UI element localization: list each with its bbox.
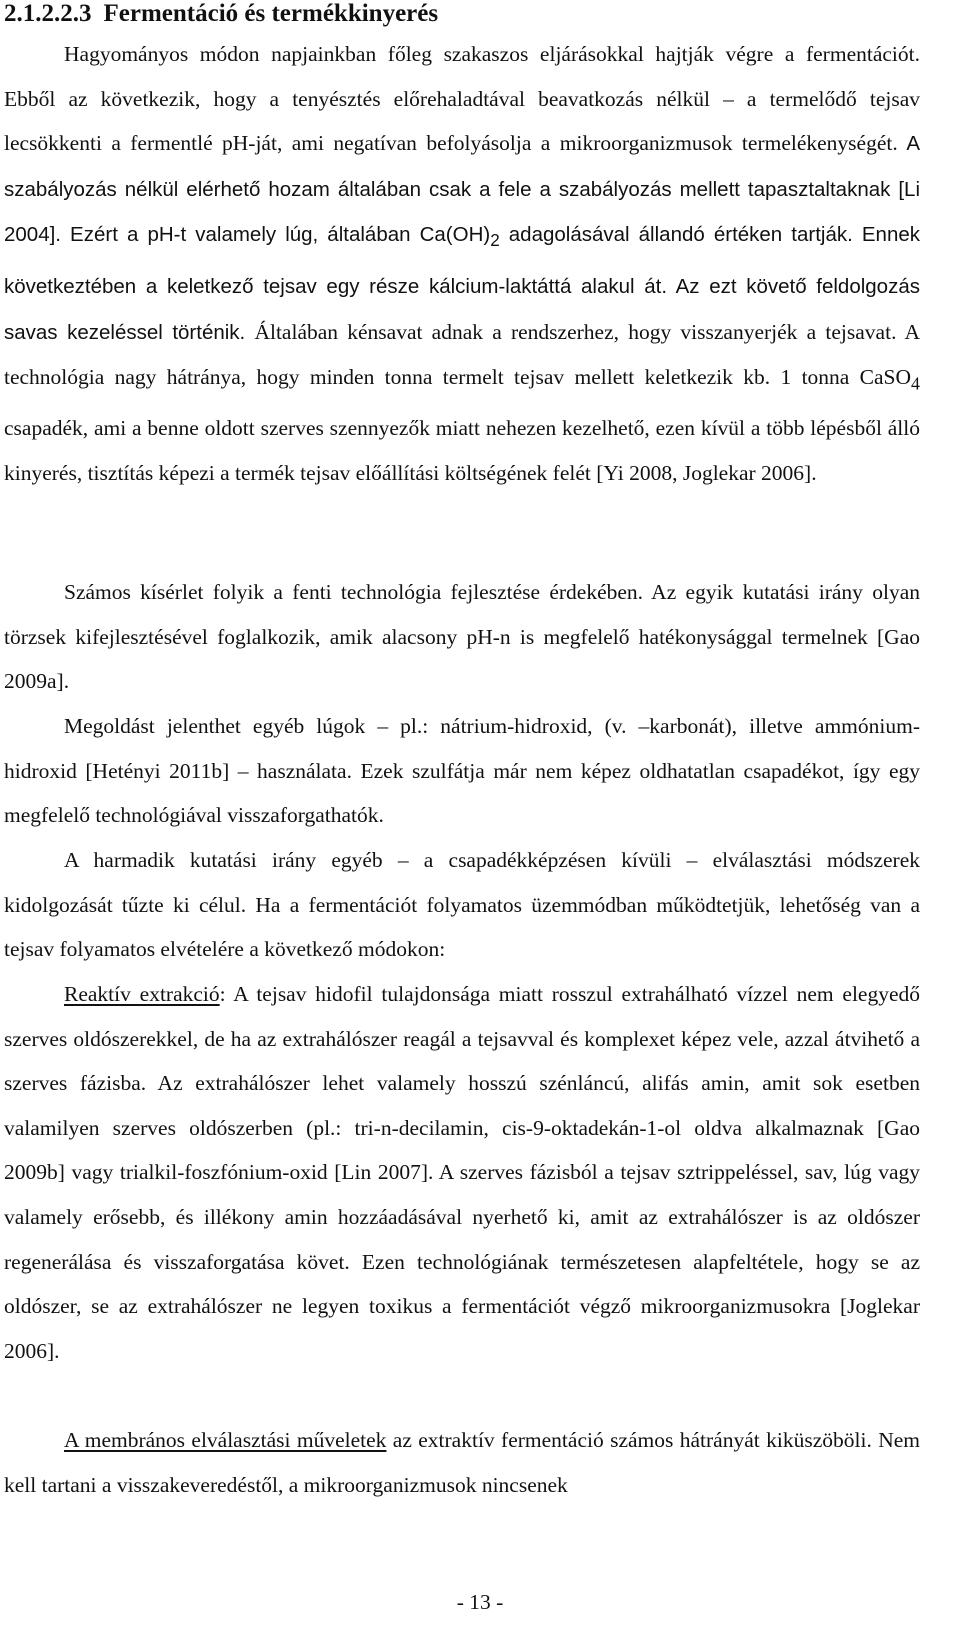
paragraph-5 — [4, 972, 920, 1373]
paragraph-1-text-c: Általában kénsavat adnak a rendszerhez, hogy visszanyerjék a tejsavat. A technológia nagy hátránya, hogy minden tonna termelt tejsav mellett keletkezik kb. 1 tonna CaSO — [4, 319, 920, 390]
section-title: Fermentáció és termékkinyerés — [103, 0, 439, 27]
paragraph-4-text: A harmadik kutatási irány egyéb – a csapadékképzésen kívüli – elválasztási módszerek kidolgozását tűzte ki célul. Ha a fermentációt folyamatos üzemmódban működtetjük, lehetőség van a tejsav folyamatos elvételére a következő módokon: — [4, 848, 920, 962]
page-number: - 13 - — [456, 1590, 504, 1614]
paragraph-2-text: Számos kísérlet folyik a fenti technológia fejlesztése érdekében. Az egyik kutatási irány olyan törzsek kifejlesztésével foglalkozik, amik alacsony pH-n is megfelelő hatékonysággal termelnek [Gao 2009a]. — [4, 580, 920, 694]
section-heading — [4, 0, 438, 36]
paragraph-1 — [4, 32, 920, 495]
paragraph-3 — [4, 704, 920, 838]
paragraph-2 — [4, 570, 920, 704]
paragraph-1-text-d: csapadék, ami a benne oldott szerves szennyezők miatt nehezen kezelhető, ezen kívül a több lépésből álló kinyerés, tisztítás képezi a termék tejsav előállítási költségének felét [Yi 2008, Joglekar 2006]. — [4, 416, 920, 485]
term-reactive-extraction: Reaktív extrakció — [64, 982, 220, 1006]
subscript-2: 2 — [490, 231, 500, 251]
paragraph-3-text: Megoldást jelenthet egyéb lúgok – pl.: nátrium-hidroxid, (v. –karbonát), illetve ammónium-hidroxid [Hetényi 2011b] – használata. Ezek szulfátja már nem képez oldhatatlan csapadékot, így egy megfelelő technológiával visszaforgathatók. — [4, 714, 920, 828]
paragraph-1-text-b-main: A szabályozás nélkül elérhető hozam általában csak a fele a szabályozás mellett tapasztaltaknak [Li 2004]. Ezért a pH-t valamely lúg, általában Ca(OH) — [4, 132, 920, 247]
paragraph-1-text-b-tail: adagolásával állandó értéken tartják. Ennek következtében a keletkező tejsav egy része kálcium-laktáttá alakul át. Az ezt követő feldolgozás savas kezeléssel történik. — [4, 223, 920, 344]
paragraph-6-text: az extraktív fermentáció számos hátrányát kiküszöböli. Nem kell tartani a visszakeveredéstől, a mikroorganizmusok nincsenek — [4, 1428, 920, 1497]
term-membrane-separation: A membrános elválasztási műveletek — [64, 1428, 387, 1452]
subscript-4: 4 — [911, 373, 920, 394]
paragraph-5-text: : A tejsav hidofil tulajdonsága miatt rosszul extrahálható vízzel nem elegyedő szerves oldószerekkel, de ha az extrahálószer reagál a tejsavval és komplexet képez vele, azzal átvihető a szerves fázisba. Az extrahálószer lehet valamely hosszú szénláncú, alifás amin, amit sok esetben valamilyen szerves oldószerben (pl.: tri-n-decilamin, cis-9-oktadekán-1-ol oldva alkalmaznak [Gao 2009b] vagy trialkil-foszfónium-oxid [Lin 2007]. A szerves fázisból a tejsav sztrippeléssel, sav, lúg vagy valamely erősebb, és illékony amin hozzáadásával nyerhető ki, amit az extrahálószer is az oldószer regenerálása és visszaforgatása követ. Ezen technológiának természetesen alapfeltétele, hogy se az oldószer, se az extrahálószer ne legyen toxikus a fermentációt végző mikroorganizmusokra [Joglekar 2006]. — [4, 982, 920, 1363]
paragraph-1-text-a: Hagyományos módon napjainkban főleg szakaszos eljárásokkal hajtják végre a fermentációt. Ebből az következik, hogy a tenyésztés előrehaladtával beavatkozás nélkül – a termelődő tejsav lecsökkenti a fermentlé pH-ját, ami negatívan befolyásolja a mikroorganizmusok termelékenységét. — [4, 42, 920, 156]
paragraph-6 — [4, 1418, 920, 1507]
paragraph-1-text-b — [4, 132, 920, 343]
paragraph-4 — [4, 838, 920, 972]
section-number: 2.1.2.2.3 — [4, 0, 92, 27]
